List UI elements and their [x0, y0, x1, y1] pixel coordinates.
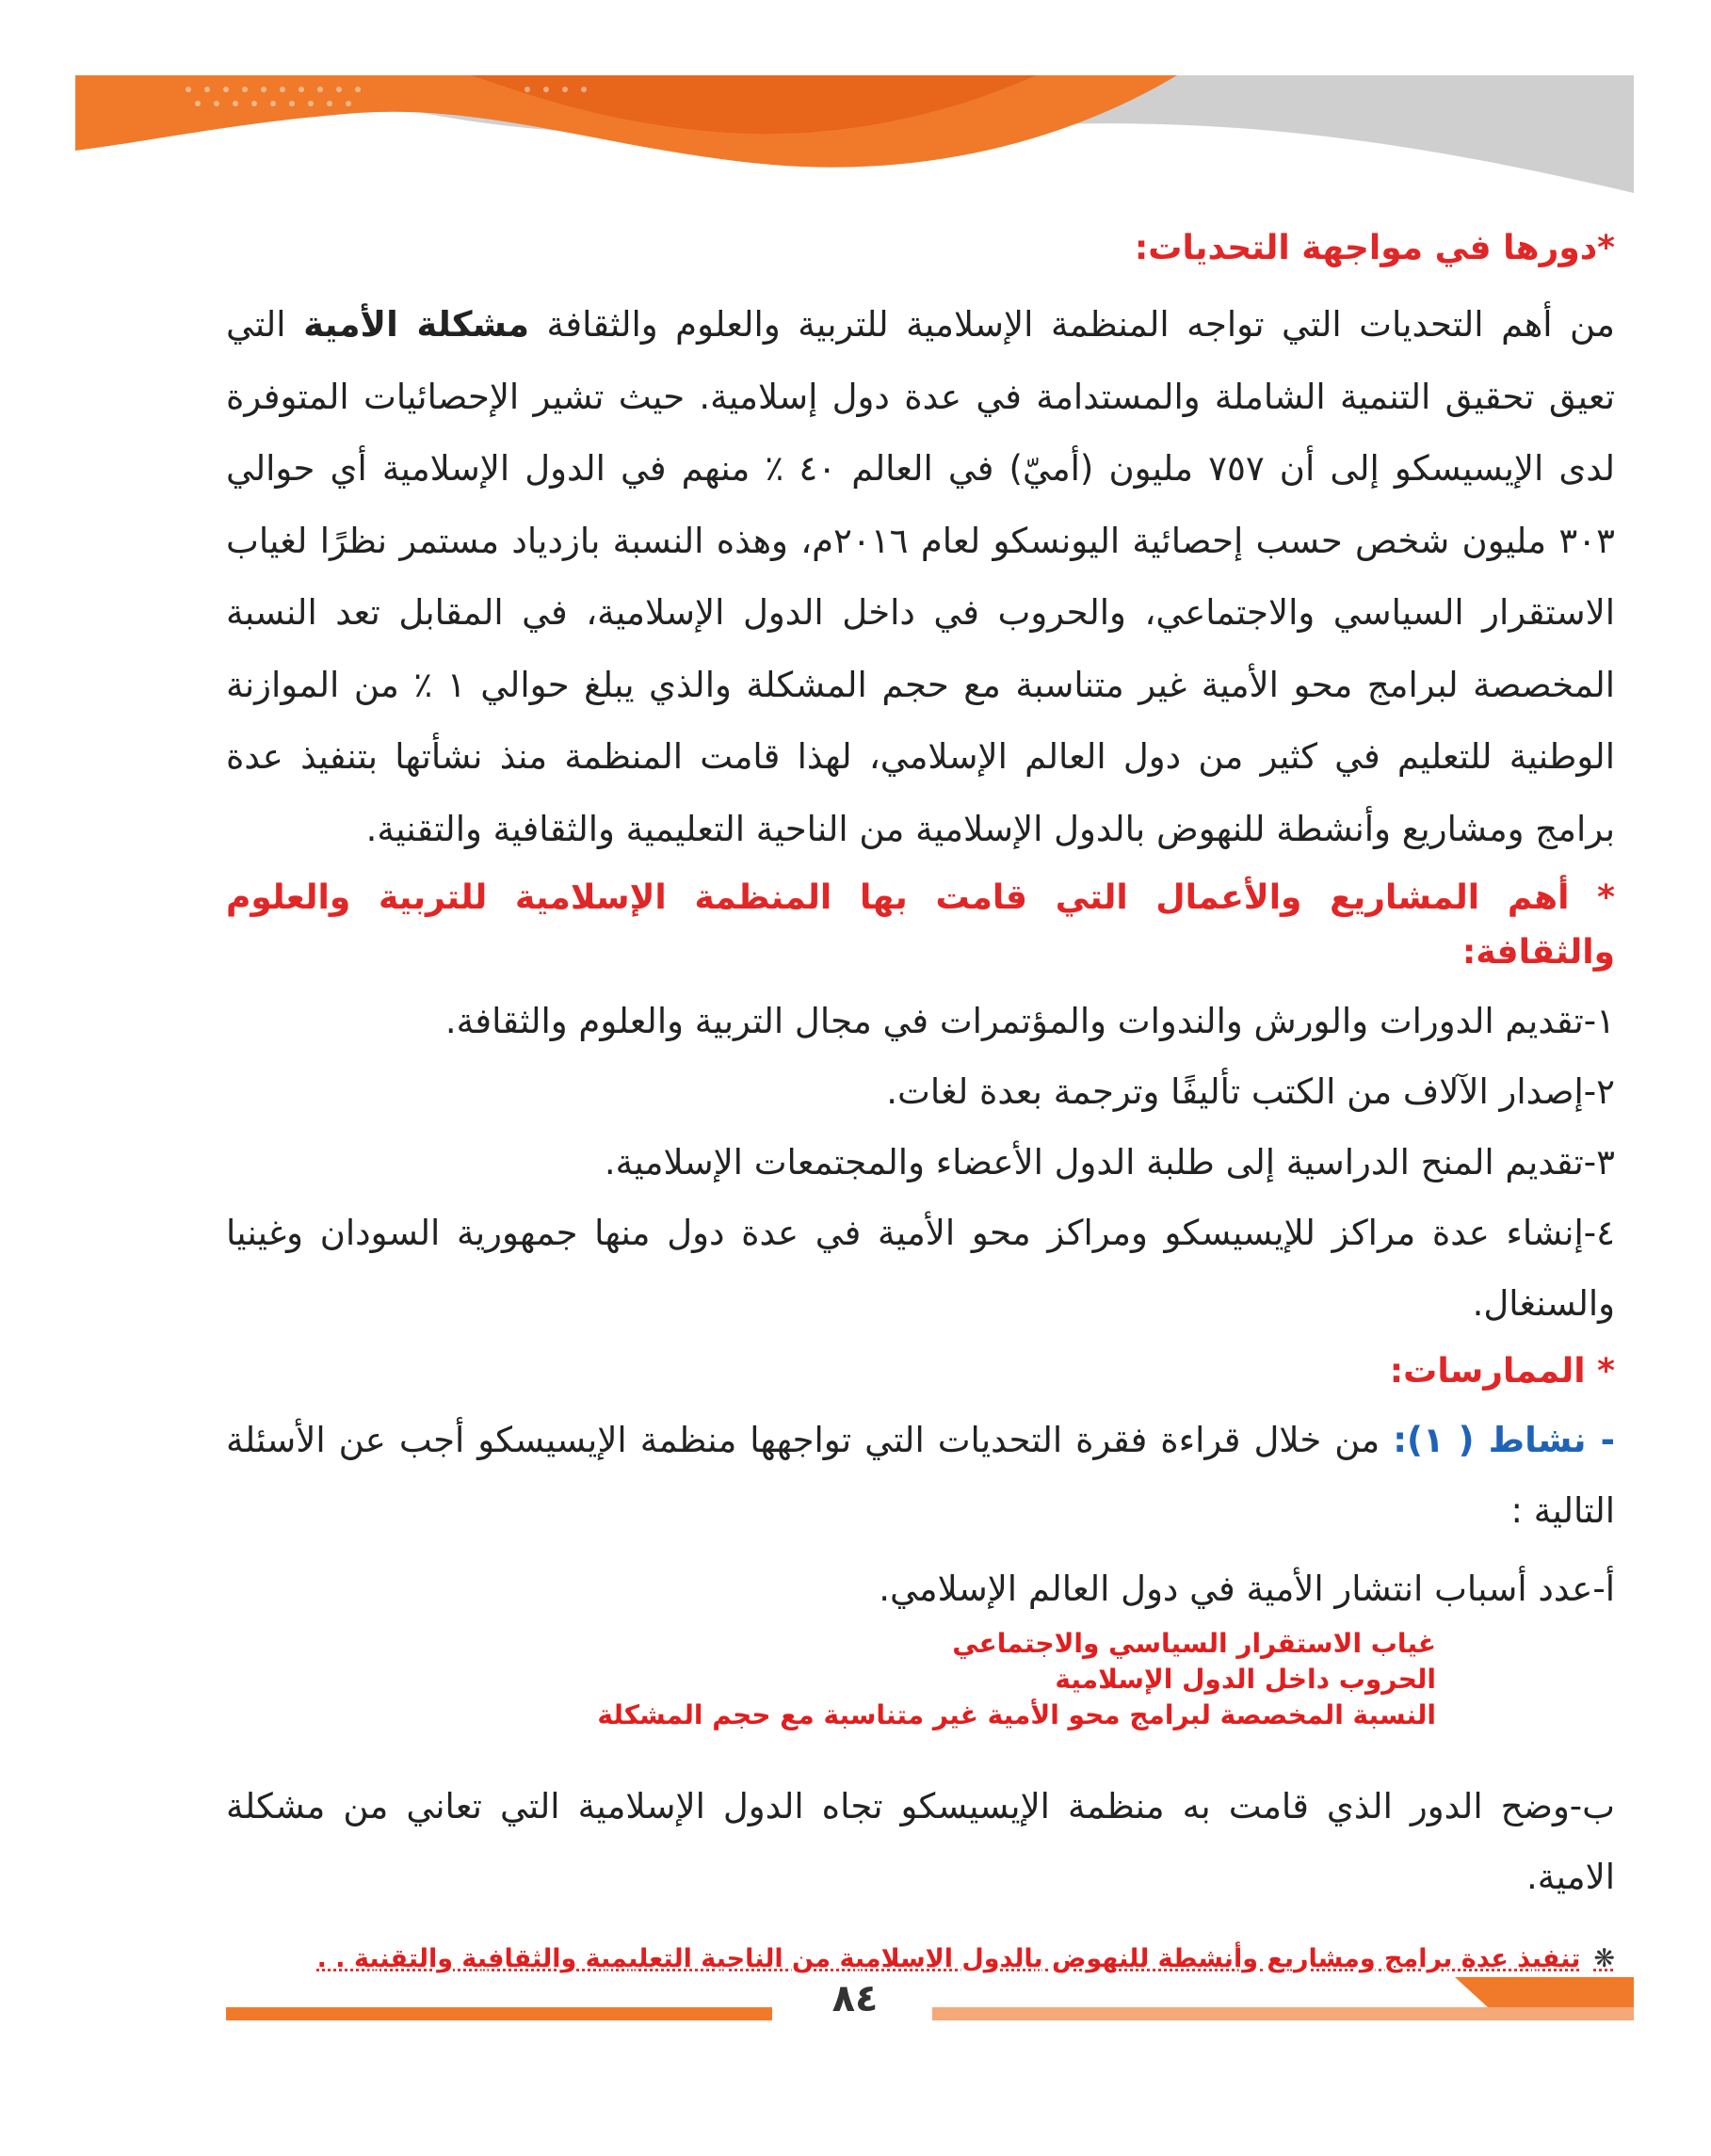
footer-corner-tab — [1455, 1977, 1634, 2007]
answer-b-text: تنفيذ عدة برامج ومشاريع وأنشطة للنهوض بالدول الاسلامية من الناحية التعليمية والثقافية والتقنية . . — [316, 1944, 1581, 1973]
answer-line: النسبة المخصصة لبرامج محو الأمية غير متناسبة مع حجم المشكلة — [597, 1699, 1436, 1730]
activity-label: - نشاط ( ١): — [1393, 1420, 1615, 1460]
footer-bar-right — [932, 2007, 1634, 2020]
list-item: ٢-إصدار الآلاف من الكتب تأليفًا وترجمة بعدة لغات. — [886, 1071, 1615, 1112]
answer-line: غياب الاستقرار السياسي والاجتماعي — [952, 1628, 1436, 1659]
section-heading-projects: * أهم المشاريع والأعمال التي قامت بها المنظمة الإسلامية للتربية والعلوم والثقافة: — [226, 878, 1615, 972]
list-item: ٣-تقديم المنح الدراسية إلى طلبة الدول الأعضاء والمجتمعات الإسلامية. — [604, 1142, 1615, 1183]
header-decoration — [0, 0, 1711, 217]
question-a: أ-عدد أسباب انتشار الأمية في دول العالم الإسلامي. — [879, 1569, 1615, 1609]
page-content — [226, 221, 1615, 1978]
activity-prompt — [226, 1405, 1615, 1546]
page-number: ٨٤ — [831, 1977, 879, 2020]
answer-line: الحروب داخل الدول الإسلامية — [1055, 1664, 1436, 1695]
activity-text: من خلال قراءة فقرة التحديات التي تواجهها منظمة الإيسيسكو أجب عن الأسئلة التالية : — [226, 1420, 1615, 1531]
answers-a — [226, 1626, 1615, 1733]
footer-bar-left — [226, 2007, 772, 2020]
list-item: ١-تقديم الدورات والورش والندوات والمؤتمرات في مجال التربية والعلوم والثقافة. — [444, 1001, 1615, 1041]
paragraph-text: من أهم التحديات التي تواجه المنظمة الإسلامية للتربية والعلوم والثقافة — [529, 304, 1615, 345]
list-item: ٤-إنشاء عدة مراكز للإيسيسكو ومراكز محو الأمية في عدة دول منها جمهورية السودان وغينيا والسنغال. — [226, 1213, 1615, 1324]
star-bullet: ❋ — [1593, 1944, 1615, 1973]
paragraph-text: التي تعيق تحقيق التنمية الشاملة والمستدامة في عدة دول إسلامية. حيث تشير الإحصائيات المتوفرة لدى الإيسيسكو إلى أن ٧٥٧ مليون (أميّ) في العالم ٤٠ ٪ منهم في الدول الإسلامية أي حوالي ٣٠٣ مليون شخص حسب إحصائية اليونسكو لعام ٢٠١٦م، وهذه النسبة بازدياد مستمر نظرًا لغياب الاستقرار السياسي والاجتماعي، والحروب في داخل الدول الإسلامية، في المقابل تعد النسبة المخصصة لبرامج محو الأمية غير متناسبة مع حجم المشكلة والذي يبلغ حوالي ١ ٪ من الموازنة الوطنية للتعليم في كثير من دول العالم الإسلامي، لهذا قامت المنظمة منذ نشأتها بتنفيذ عدة برامج ومشاريع وأنشطة للنهوض بالدول الإسلامية من الناحية التعليمية والثقافية والتقنية. — [226, 304, 1616, 849]
paragraph-bold-term: مشكلة الأمية — [303, 304, 530, 345]
section-heading-practices: * الممارسات: — [1389, 1352, 1615, 1391]
question-b: ب-وضح الدور الذي قامت به منظمة الإيسيسكو تجاه الدول الإسلامية التي تعاني من مشكلة الامية. — [226, 1786, 1615, 1897]
challenges-paragraph — [226, 289, 1615, 865]
section-heading-role: *دورها في مواجهة التحديات: — [1134, 229, 1615, 267]
